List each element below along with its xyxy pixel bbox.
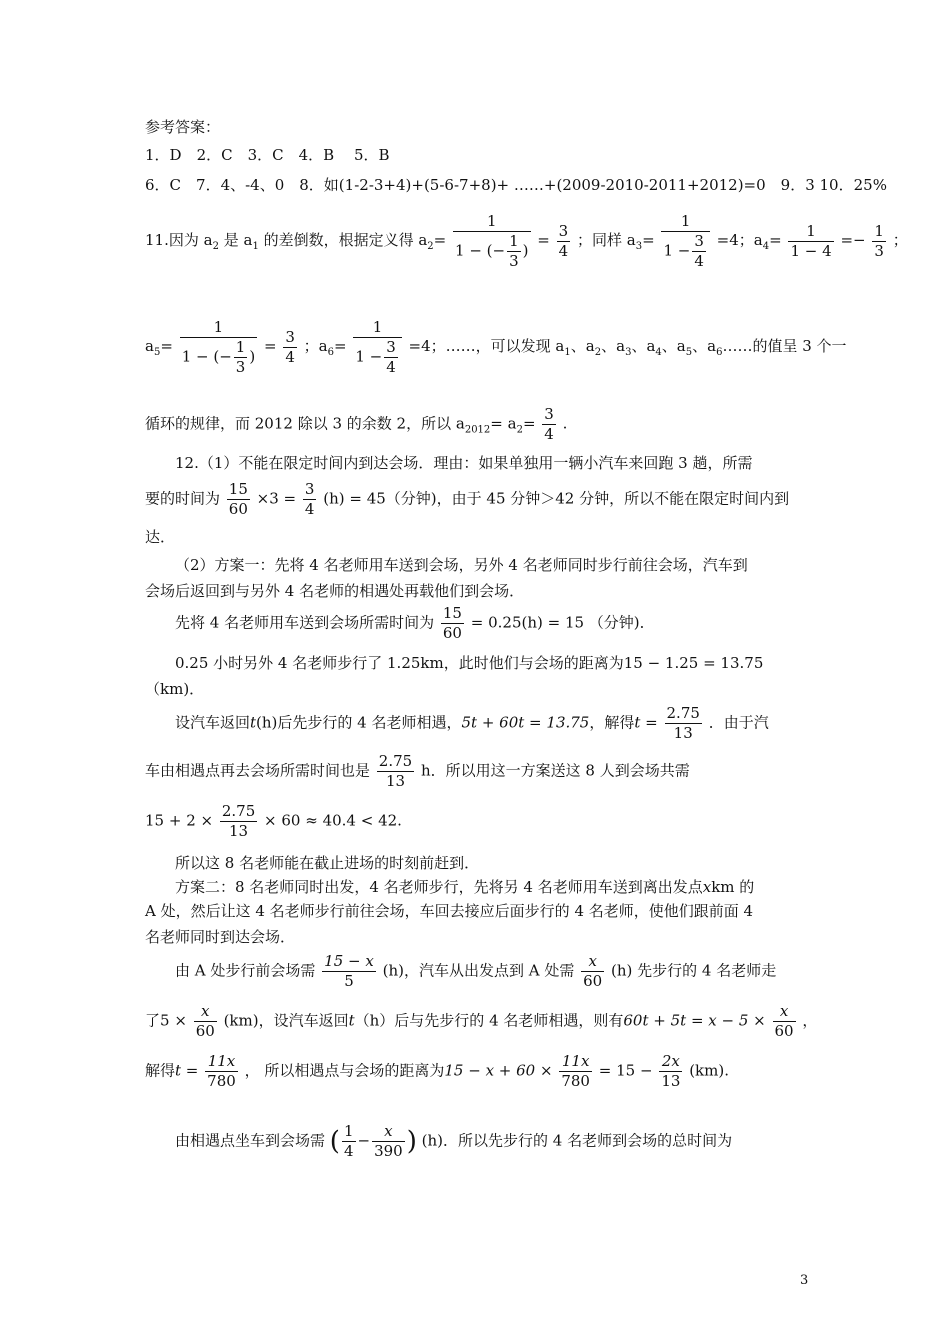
q12-line-10: 车由相遇点再去会场所需时间也是 $\frac{2.75}{13}$ h．所以用这一方案送这 8 人到会场共需 [145, 752, 690, 790]
fraction: $\frac{11x}{780}$ [561, 1052, 590, 1090]
q12-line-15: 名老师同时到达会场． [145, 928, 296, 946]
fraction: $\frac{15}{60}$ [442, 604, 462, 642]
q11-line-2: $a_5=$ 1 1 − (− $\frac{1}{3}$ ) = $\frac{3}{4}$ ；$a_6=$ 1 1 − $\frac{3}{4}$ =4；……，可以发现 $a_1$、$a_2$、$a_3$、$a_4$、$a_5$、$a_6\dots\dots$的值呈 3 个一 [145, 318, 847, 376]
answers-row-2: 6．C 7．4、-4、0 8．如(1-2-3+4)+(5-6-7+8)+ ……+(2009-2010-2011+2012)=0 9．3 10．25% [145, 176, 887, 194]
fraction: $\frac{3}{4}$ [285, 327, 295, 366]
fraction: $\frac{1}{1 - 4}$ [790, 221, 832, 260]
q11-line-1: 11.因为 $a_2$ 是 $a_1$ 的差倒数，根据定义得 $a_2=$ 1 1 − (− $\frac{1}{3}$ ) = $\frac{3}{4}$ ；同样 $a_3=$ 1 1 − $\frac{3}{4}$ =4；$a_4=$ $\frac{1}{1 - 4}$ =− $\frac{1}{3}$ ； [145, 212, 908, 270]
fraction: $\frac{x}{60}$ [583, 952, 603, 990]
q12-line-3: 达． [145, 528, 176, 546]
fraction: $\frac{3}{4}$ [304, 480, 315, 518]
q12-line-9: 设汽车返回t(h)后先步行的 4 名老师相遇，5t + 60t = 13.75，解得t = $\frac{2.75}{13}$ ．由于汽 [175, 704, 769, 742]
answer-heading: 参考答案： [145, 118, 221, 136]
q12-line-12: 所以这 8 名老师能在截止进场的时刻前赶到． [175, 854, 480, 872]
fraction: $\frac{3}{4}$ [558, 221, 569, 260]
fraction: $\frac{15}{60}$ [228, 480, 248, 518]
fraction: $\frac{x}{60}$ [774, 1002, 794, 1040]
fraction: $\frac{x}{390}$ [374, 1122, 403, 1160]
q12-line-19: 由相遇点坐车到会场需 ( $\frac{1}{4}$ − $\frac{x}{390}$ ) (h)．所以先步行的 4 名老师到会场的总时间为 [175, 1122, 733, 1160]
fraction: 1 1 − $\frac{3}{4}$ [353, 318, 401, 376]
q12-line-13: 方案二：8 名老师同时出发，4 名老师步行，先将另 4 名老师用车送到离出发点xkm 的 [175, 878, 755, 896]
q12-line-17: 了5 × $\frac{x}{60}$ (km)，设汽车返回t（h）后与先步行的 4 名老师相遇，则有60t + 5t = x − 5 × $\frac{x}{60}$ ， [145, 1002, 818, 1040]
fraction: $\frac{2.75}{13}$ [378, 752, 413, 790]
q12-line-6: 先将 4 名老师用车送到会场所需时间为 $\frac{15}{60}$ = 0.25(h) = 15 （分钟)． [175, 604, 655, 642]
fraction: $\frac{2.75}{13}$ [666, 704, 700, 742]
fraction: $\frac{x}{60}$ [195, 1002, 215, 1040]
fraction: 1 1 − (− $\frac{1}{3}$ ) [455, 212, 529, 270]
q12-line-14: A 处，然后让这 4 名老师步行前往会场，车回去接应后面步行的 4 名老师，使他们跟前面 4 [145, 902, 754, 920]
q12-line-1: 12.（1）不能在限定时间内到达会场．理由：如果单独用一辆小汽车来回跑 3 趟，所需 [175, 454, 753, 472]
q12-line-18: 解得t = $\frac{11x}{780}$ ， 所以相遇点与会场的距离为15 − x + 60 × $\frac{11x}{780}$ = 15 − $\frac{2x}{13}$ (km). [145, 1052, 729, 1090]
q12-line-16: 由 A 处步行前会场需 $\frac{15 - x}{5}$ (h)，汽车从出发点到 A 处需 $\frac{x}{60}$ (h) 先步行的 4 名老师走 [175, 952, 777, 990]
fraction: $\frac{2x}{13}$ [661, 1052, 681, 1090]
fraction: $\frac{1}{4}$ [343, 1122, 354, 1160]
fraction: 1 1 − (− $\frac{1}{3}$ ) [181, 318, 256, 376]
fraction: $\frac{3}{4}$ [544, 405, 554, 443]
q12-line-8: （km)． [145, 680, 205, 698]
q12-line-11: 15 + 2 × $\frac{2.75}{13}$ × 60 ≈ 40.4 < 42. [145, 802, 402, 840]
fraction: $\frac{2.75}{13}$ [221, 802, 256, 840]
q12-line-5: 会场后返回到与另外 4 名老师的相遇处再载他们到会场． [145, 582, 525, 600]
page-number: 3 [800, 1273, 809, 1288]
q12-line-2: 要的时间为 $\frac{15}{60}$ ×3 = $\frac{3}{4}$ (h) = 45（分钟)，由于 45 分钟＞42 分钟，所以不能在限定时间内到 [145, 480, 790, 518]
q12-line-7: 0.25 小时另外 4 名老师步行了 1.25km，此时他们与会场的距离为15 − 1.25 = 13.75 [175, 654, 764, 672]
fraction: $\frac{15 - x}{5}$ [324, 952, 374, 990]
fraction: 1 1 − $\frac{3}{4}$ [661, 212, 709, 270]
answers-row-1: 1．D 2．C 3．C 4．B 5．B [145, 146, 390, 164]
fraction: $\frac{1}{3}$ [874, 221, 884, 260]
q12-line-4: （2）方案一：先将 4 名老师用车送到会场，另外 4 名老师同时步行前往会场，汽车到 [175, 556, 748, 574]
q11-line-3: 循环的规律，而 2012 除以 3 的余数 2，所以 $a_{2012}= a_2=$ $\frac{3}{4}$ . [145, 405, 568, 443]
fraction: $\frac{11x}{780}$ [207, 1052, 236, 1090]
